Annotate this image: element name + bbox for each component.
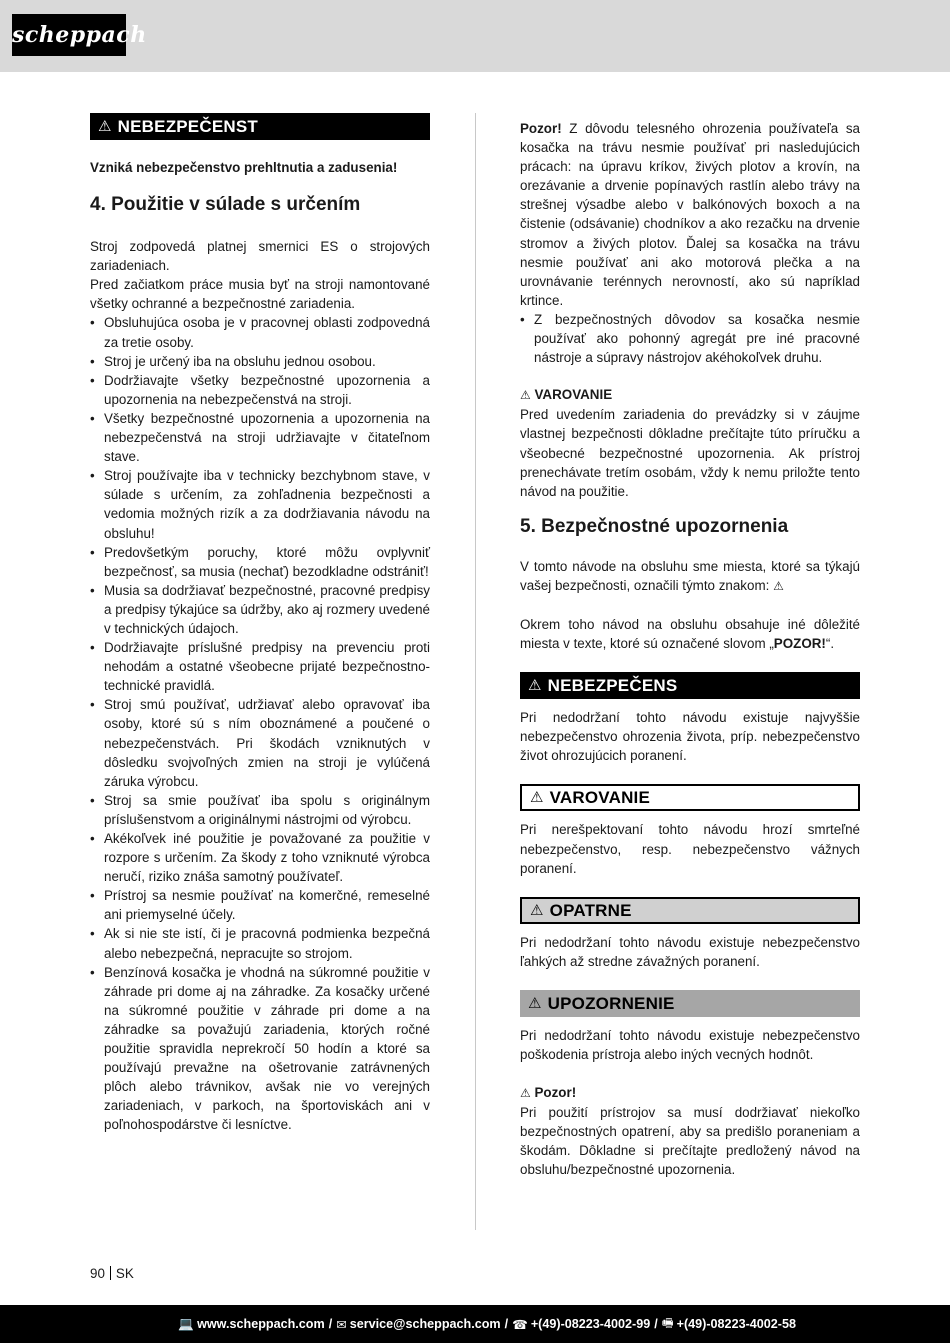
warning-signal-text: Pri nerešpektovaní tohto návodu hrozí smrteľné nebezpečenstvo, resp. nebezpečenstvo vážnych poranení. <box>520 822 860 876</box>
left-column <box>90 113 430 1135</box>
caution-signal-label: OPATRNE <box>549 900 632 920</box>
usage-bullet-list <box>90 313 430 1134</box>
warning-paragraph: Pred uvedením zariadenia do prevádzky si v záujme vlastnej bezpečnosti dôkladne prečítajte túto príručku a všeobecné bezpečnostné upozornenia. Ak prístroj prenechávate tretím osobám, vždy k nemu priložte tento návod na použitie. <box>520 407 860 499</box>
danger-signal-text: Pri nedodržaní tohto návodu existuje najvyššie nebezpečenstvo ohrozenia života, príp. nebezpečenstvo život ohrozujúcich poranení. <box>520 710 860 764</box>
warning-triangle-icon: ⚠ <box>528 994 542 1012</box>
safety-bullet-list <box>520 310 860 367</box>
pozor-heading-label: Pozor! <box>534 1085 577 1101</box>
note-suffix: “. <box>825 636 835 652</box>
page-number: 90 <box>90 1266 105 1281</box>
warning-heading <box>520 385 860 405</box>
list-item: • Ak si nie ste istí, či je pracovná podmienka bezpečná alebo nebezpečná, nepracujte so strojom. <box>90 924 430 962</box>
brand-logo: scheppach <box>12 14 126 56</box>
notice-signal-label: UPOZORNENIE <box>547 993 675 1013</box>
danger-signal-box <box>520 672 860 699</box>
danger-label: NEBEZPEČENST <box>117 116 258 136</box>
list-item: • Stroj je určený iba na obsluhu jednou osobou. <box>90 352 430 371</box>
pozor-heading <box>520 1083 860 1103</box>
notice-signal-text: Pri nedodržaní tohto návodu existuje nebezpečenstvo poškodenia prístroja alebo iných vecných hodnôt. <box>520 1027 860 1062</box>
monitor-icon: 💻 <box>178 1316 195 1331</box>
caution-signal-text: Pri nedodržaní tohto návodu existuje nebezpečenstvo ľahkých až stredne závažných poranení. <box>520 934 860 969</box>
pozor-paragraph <box>520 119 860 310</box>
phone-number[interactable]: +(49)-08223-4002-99 <box>530 1317 651 1331</box>
intro-paragraph-1: Stroj zodpovedá platnej smernici ES o strojových zariadeniach. <box>90 239 430 274</box>
list-item: • Všetky bezpečnostné upozornenia a upozornenia na nebezpečenstvá na stroji udržiavajte v čitateľnom stave. <box>90 409 430 466</box>
list-item: • Musia sa dodržiavať bezpečnostné, pracovné predpisy a predpisy týkajúce sa údržby, ako aj rozmery uvedené v technických údajoch. <box>90 581 430 638</box>
list-item: • Dodržiavajte všetky bezpečnostné upozornenia a upozornenia na nebezpečenstvá na stroji. <box>90 371 430 409</box>
footer-separator <box>110 1266 111 1280</box>
header-band <box>0 0 950 72</box>
list-item: • Obsluhujúca osoba je v pracovnej oblasti zodpovedná za tretie osoby. <box>90 313 430 351</box>
warning-triangle-icon: ⚠ <box>773 578 784 593</box>
phone-icon: ☎ <box>512 1317 528 1332</box>
section-5-title: 5. Bezpečnostné upozornenia <box>520 515 789 537</box>
email-link[interactable]: service@scheppach.com <box>349 1317 501 1331</box>
warning-heading-label: VAROVANIE <box>534 387 613 403</box>
notice-signal-box <box>520 990 860 1017</box>
danger-banner <box>90 113 430 140</box>
contact-separator: / <box>654 1317 658 1331</box>
danger-text: Vzniká nebezpečenstvo prehltnutia a zadusenia! <box>90 160 398 175</box>
contact-bar <box>0 1305 950 1343</box>
list-item: • Stroj sa smie používať iba spolu s originálnym príslušenstvom a originálnymi nástrojmi od výrobcu. <box>90 791 430 829</box>
column-divider <box>475 113 476 1230</box>
symbol-intro-text: V tomto návode na obsluhu sme miesta, ktoré sa týkajú vašej bezpečnosti, označili týmto znakom: <box>520 558 860 593</box>
note-prefix: Okrem toho návod na obsluhu obsahuje iné dôležité miesta v texte, ktoré sú označené slovom „ <box>520 616 860 652</box>
website-link[interactable]: www.scheppach.com <box>197 1317 325 1331</box>
list-item: • Stroj používajte iba v technicky bezchybnom stave, v súlade s určením, za zohľadnenia bezpečnosti a vedomia možných rizík a za dodržiavania návodu na obsluhu! <box>90 466 430 542</box>
list-item: • Prístroj sa nesmie používať na komerčné, remeselné ani priemyselné účely. <box>90 886 430 924</box>
warning-triangle-icon: ⚠ <box>520 1086 531 1101</box>
warning-triangle-icon: ⚠ <box>530 789 544 807</box>
contact-separator: / <box>504 1317 509 1331</box>
list-item: • Predovšetkým poruchy, ktoré môžu ovplyvniť bezpečnosť, sa musia (nechať) bezodkladne odstrániť! <box>90 543 430 581</box>
danger-signal-label: NEBEZPEČENS <box>547 676 678 696</box>
warning-triangle-icon: ⚠ <box>528 677 542 695</box>
list-item: • Akékoľvek iné použitie je považované za použitie v rozpore s určením. Za škody z toho vzniknuté výrobca neručí, riziko znáša samotný používateľ. <box>90 829 430 886</box>
pozor-label: Pozor! <box>520 121 562 136</box>
symbol-intro <box>520 557 860 596</box>
warning-triangle-icon: ⚠ <box>520 388 531 403</box>
contact-separator: / <box>328 1317 333 1331</box>
list-item: • Stroj smú používať, udržiavať alebo opravovať iba osoby, ktoré sú s ním oboznámené a poučené o nebezpečenstvách. Pri škodách vzniknutých v dôsledku svojvoľných zmien na stroji je vylúčená záruka výrobcu. <box>90 695 430 790</box>
intro-paragraph-2: Pred začiatkom práce musia byť na stroji namontované všetky ochranné a bezpečnostné zariadenia. <box>90 277 430 312</box>
page-footer <box>90 1264 134 1283</box>
list-item: • Z bezpečnostných dôvodov sa kosačka nesmie používať ako pohonný agregát pre iné pracovné nástroje a súpravy nástrojov akéhokoľvek druhu. <box>520 310 860 367</box>
warning-signal-label: VAROVANIE <box>549 788 651 808</box>
list-item: • Benzínová kosačka je vhodná na súkromné použitie v záhrade pri dome aj na záhradke. Za kosačky určené na súkromné použitie v záhrade pri dome a na záhradke sa považujú zariadenia, ktorých ročné použitie spravidla neprekročí 50 hodín a ktoré sa používajú prevažne na ošetrovanie zatrávnených plôch alebo trávnikov, avšak nie vo verejných zariadeniach, v parkoch, na športoviskách ani v poľnohospodárstve či lesníctve. <box>90 963 430 1135</box>
pozor-text: Z dôvodu telesného ohrozenia používateľa sa kosačka na trávu nesmie používať pri nasledujúcich prácach: na úpravu kríkov, živých plotov a krovín, na orezávanie a drvenie popínavých rastlín alebo trávy na strešnej výsadbe alebo v balkónových boxoch a na čistenie (odsávanie) chodníkov a ako rezačku na drvenie stromov a živých plotov. Ďalej sa kosačka na trávu nesmie používať ani ako motorová plečka a na urovnávanie terénnych nerovností, ako sú napríklad krtince. <box>520 121 860 308</box>
list-item: • Dodržiavajte príslušné predpisy na prevenciu proti nehodám a ostatné všeobecne prijaté bezpečnostno-technické pravidlá. <box>90 638 430 695</box>
pozor-word-note <box>520 615 860 653</box>
fax-number: +(49)-08223-4002-58 <box>676 1317 796 1331</box>
language-code: SK <box>115 1266 134 1281</box>
section-4-title: 4. Použitie v súlade s určením <box>90 194 361 216</box>
pozor-final-paragraph: Pri použití prístrojov sa musí dodržiavať niekoľko bezpečnostných opatrení, aby sa predišlo poraneniam a škodám. Dôkladne si prečítajte predložený návod na obsluhu/bezpečnostné upozornenia. <box>520 1105 860 1178</box>
warning-triangle-icon: ⚠ <box>530 901 544 919</box>
fax-icon: 🖷 <box>661 1315 674 1330</box>
warning-signal-box <box>520 784 860 811</box>
mail-icon: ✉ <box>336 1317 347 1332</box>
right-column <box>520 113 860 1180</box>
caution-signal-box <box>520 897 860 924</box>
warning-triangle-icon: ⚠ <box>98 117 112 135</box>
note-keyword: POZOR! <box>773 636 826 652</box>
